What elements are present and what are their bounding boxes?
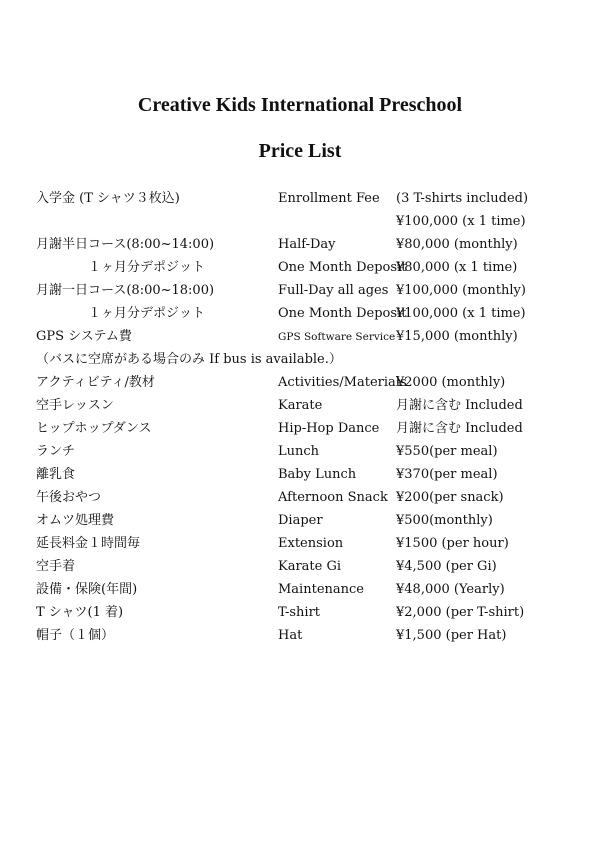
price-row xyxy=(0,625,600,647)
item-english: Full-Day all ages xyxy=(278,283,389,298)
price-row xyxy=(0,372,600,394)
item-japanese: オムツ処理費 xyxy=(36,513,115,528)
price-row xyxy=(0,326,600,348)
item-japanese: アクティビティ/教材 xyxy=(36,375,155,390)
item-japanese: 月謝半日コース(8:00~14:00) xyxy=(36,237,215,252)
item-english: Baby Lunch xyxy=(278,467,357,482)
price-row xyxy=(0,280,600,302)
item-japanese: GPS システム費 xyxy=(36,329,132,344)
price-row xyxy=(0,464,600,486)
item-japanese: ヒップホップダンス xyxy=(36,421,152,436)
item-english: T-shirt xyxy=(278,605,321,620)
item-english: Hat xyxy=(278,628,303,643)
item-price: ¥370(per meal) xyxy=(396,467,498,482)
price-row xyxy=(0,303,600,325)
item-japanese: 延長料金１時間毎 xyxy=(36,536,141,551)
item-price: ¥100,000 (monthly) xyxy=(396,283,526,298)
item-japanese: 入学金 (T シャツ３枚込) xyxy=(36,191,180,206)
gps-note: （バスに空席がある場合のみ If bus is available.） xyxy=(36,352,342,367)
item-price: ¥4,500 (per Gi) xyxy=(396,559,497,574)
item-price: ¥200(per snack) xyxy=(396,490,504,505)
item-price: ¥2,000 (per T-shirt) xyxy=(396,605,525,620)
item-japanese: 離乳食 xyxy=(36,467,76,482)
item-price: ¥2000 (monthly) xyxy=(396,375,506,390)
item-japanese: 月謝一日コース(8:00~18:00) xyxy=(36,283,215,298)
item-price: ¥80,000 (x 1 time) xyxy=(396,260,518,275)
item-english: Hip-Hop Dance xyxy=(278,421,380,436)
item-english: One Month Deposit xyxy=(278,260,407,275)
item-price: ¥1,500 (per Hat) xyxy=(396,628,507,643)
page-subtitle: Price List xyxy=(258,140,342,162)
item-japanese: １ヶ月分デポジット xyxy=(88,260,206,275)
item-japanese: 空手レッスン xyxy=(36,398,114,413)
item-price: 月謝に含む Included xyxy=(396,421,523,436)
item-english: Extension xyxy=(278,536,344,551)
item-english: Afternoon Snack xyxy=(278,490,388,505)
item-japanese: 帽子（１個） xyxy=(36,628,115,643)
item-price: ¥1500 (per hour) xyxy=(396,536,509,551)
item-english: Activities/Materials xyxy=(278,375,407,390)
item-japanese: 空手着 xyxy=(36,559,76,574)
price-row xyxy=(0,234,600,256)
item-english: Maintenance xyxy=(278,582,364,597)
page-title: Creative Kids International Preschool xyxy=(137,94,463,116)
item-english: Half-Day xyxy=(278,237,336,252)
price-row xyxy=(0,487,600,509)
item-english: Karate Gi xyxy=(278,559,342,574)
price-row xyxy=(0,579,600,601)
item-price: 月謝に含む Included xyxy=(396,398,523,413)
price-row xyxy=(0,257,600,279)
item-english: Diaper xyxy=(278,513,323,528)
item-english: One Month Deposit xyxy=(278,306,407,321)
price-row xyxy=(0,602,600,624)
item-price: ¥500(monthly) xyxy=(396,513,493,528)
item-english: Enrollment Fee xyxy=(278,191,380,206)
price-row xyxy=(0,188,600,210)
price-row xyxy=(0,395,600,417)
item-price: ¥100,000 (x 1 time) xyxy=(396,306,526,321)
item-japanese: １ヶ月分デポジット xyxy=(88,306,206,321)
price-row xyxy=(0,441,600,463)
item-english: Lunch xyxy=(278,444,320,459)
item-japanese: 午後おやつ xyxy=(36,490,102,505)
item-price: (3 T-shirts included) xyxy=(396,191,529,206)
item-japanese: ランチ xyxy=(36,444,76,459)
item-japanese: T シャツ(1 着) xyxy=(36,605,124,620)
price-row xyxy=(0,510,600,532)
item-price: ¥48,000 (Yearly) xyxy=(396,582,505,597)
price-row xyxy=(0,533,600,555)
item-price: ¥100,000 (x 1 time) xyxy=(396,214,526,229)
item-english: GPS Software Service xyxy=(278,331,396,343)
price-row xyxy=(0,556,600,578)
item-english: Karate xyxy=(278,398,323,413)
price-row xyxy=(0,418,600,440)
item-japanese: 設備・保険(年間) xyxy=(36,582,138,597)
price-row xyxy=(0,211,600,233)
item-price: ¥550(per meal) xyxy=(396,444,498,459)
item-price: ¥80,000 (monthly) xyxy=(396,237,518,252)
item-price: ¥15,000 (monthly) xyxy=(396,329,518,344)
